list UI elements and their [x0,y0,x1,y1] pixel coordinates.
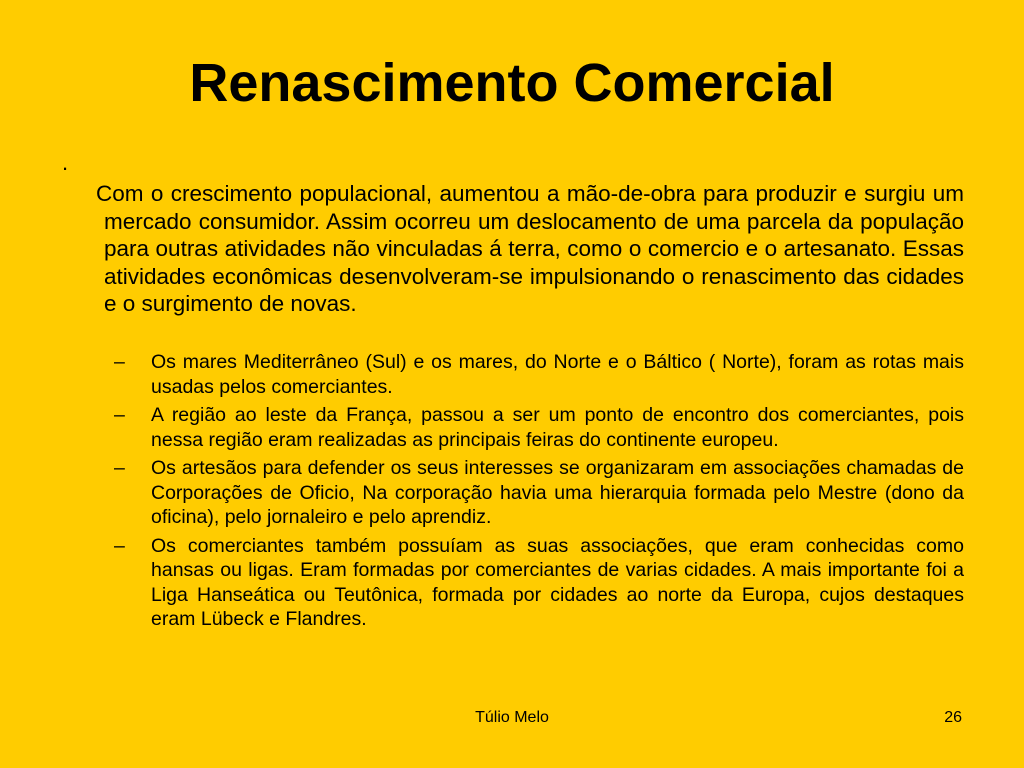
sub-bullet-text: A região ao leste da França, passou a ser um ponto de encontro dos comerciantes, pois nessa região eram realizadas as principais feiras do continente europeu. [151,404,964,451]
sub-bullet-text: Os mares Mediterrâneo (Sul) e os mares, do Norte e o Báltico ( Norte), foram as rotas mais usadas pelos comerciantes. [151,351,964,398]
intro-paragraph: Com o crescimento populacional, aumentou a mão-de-obra para produzir e surgiu um mercado consumidor. Assim ocorreu um deslocamento de uma parcela da população para outras atividades não vinculadas á terra, como o comercio e o artesanato. Essas atividades econômicas desenvolveram-se impulsionando o renascimento das cidades e o surgimento de novas. [96,181,964,316]
sub-bullet-text: Os comerciantes também possuíam as suas associações, que eram conhecidas como hansas ou ligas. Eram formadas por comerciantes de varias cidades. A mais importante foi a Liga Hanseática ou Teutônica, formada por cidades ao norte da Europa, cujos destaques eram Lübeck e Flandres. [151,534,964,630]
footer-page-number: 26 [944,709,962,726]
footer-author: Túlio Melo [475,709,549,726]
dash-marker: – [114,404,125,426]
slide-title: Renascimento Comercial [189,53,835,113]
dash-marker: – [114,351,125,373]
sub-bullet-text: Os artesãos para defender os seus interesses se organizaram em associações chamadas de Corporações de Oficio, Na corporação havia uma hierarquia formada pelo Mestre (dono da oficina), pelo jornaleiro e pelo aprendiz. [151,457,964,528]
sub-bullet-item [110,350,964,399]
sub-bullet-item [110,456,964,530]
dash-marker: – [114,457,125,479]
sub-bullet-list [110,350,964,636]
sub-bullet-item [110,403,964,452]
bullet-marker: . [62,150,69,175]
dash-marker: – [114,534,125,557]
sub-bullet-item [110,534,964,632]
